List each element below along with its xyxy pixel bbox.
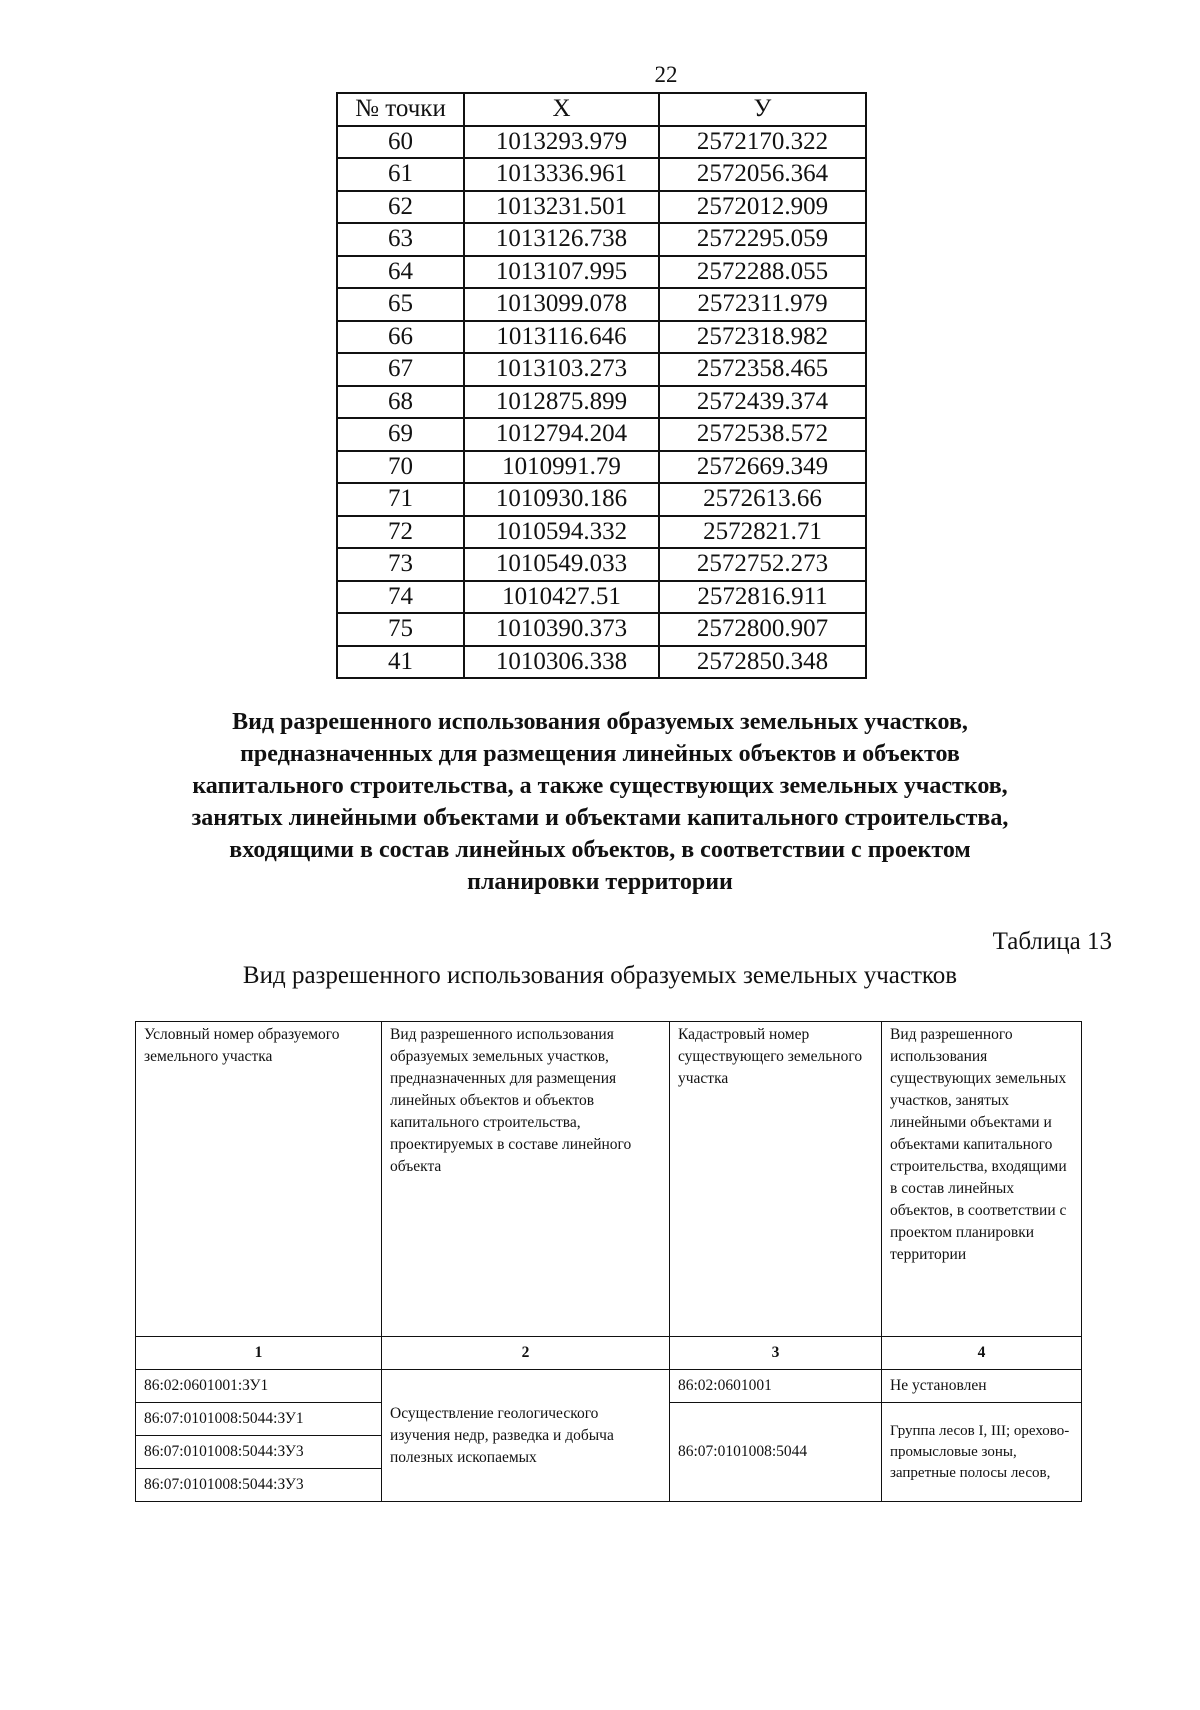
- header-x: X: [464, 93, 659, 126]
- table-row: [337, 158, 866, 191]
- land-table-header-row: [136, 1022, 1082, 1337]
- point-number-cell: 68: [337, 386, 464, 419]
- column-number: 2: [382, 1337, 670, 1370]
- y-coordinate-cell: 2572669.349: [659, 451, 866, 484]
- point-number-cell: 41: [337, 646, 464, 679]
- y-coordinate-cell: 2572288.055: [659, 256, 866, 289]
- point-number-cell: 60: [337, 126, 464, 159]
- column-number: 4: [882, 1337, 1082, 1370]
- table-row: [337, 353, 866, 386]
- x-coordinate-cell: 1010991.79: [464, 451, 659, 484]
- table-caption: Вид разрешенного использования образуемых земельных участков: [242, 962, 958, 989]
- table-number: Таблица 13: [992, 928, 1112, 955]
- table-row: [337, 581, 866, 614]
- y-coordinate-cell: 2572439.374: [659, 386, 866, 419]
- table-row: [337, 191, 866, 224]
- point-number-cell: 73: [337, 548, 464, 581]
- header-existing-use: Вид разрешенного использования существующих земельных участков, занятых линейными объектами и объектами капитального строительства, входящими в состав линейных объектов, в соответствии с проектом планировки территории: [882, 1022, 1082, 1337]
- y-coordinate-cell: 2572318.982: [659, 321, 866, 354]
- heading-line: входящими в состав линейных объектов, в соответствии с проектом: [229, 837, 971, 863]
- x-coordinate-cell: 1013103.273: [464, 353, 659, 386]
- x-coordinate-cell: 1010306.338: [464, 646, 659, 679]
- table-row: [337, 451, 866, 484]
- point-number-cell: 67: [337, 353, 464, 386]
- x-coordinate-cell: 1013116.646: [464, 321, 659, 354]
- table-row: [337, 223, 866, 256]
- heading-line: планировки территории: [467, 869, 733, 895]
- x-coordinate-cell: 1010549.033: [464, 548, 659, 581]
- plot-number: 86:02:0601001:ЗУ1: [136, 1370, 382, 1403]
- x-coordinate-cell: 1013336.961: [464, 158, 659, 191]
- cadastral-number: 86:07:0101008:5044: [670, 1403, 882, 1502]
- point-number-cell: 66: [337, 321, 464, 354]
- table-row: [337, 126, 866, 159]
- y-coordinate-cell: 2572012.909: [659, 191, 866, 224]
- point-number-cell: 71: [337, 483, 464, 516]
- x-coordinate-cell: 1012875.899: [464, 386, 659, 419]
- existing-use: Группа лесов I, III; орехово-промысловые зоны, запретные полосы лесов,: [882, 1403, 1082, 1502]
- x-coordinate-cell: 1010930.186: [464, 483, 659, 516]
- plot-number: 86:07:0101008:5044:ЗУ3: [136, 1469, 382, 1502]
- y-coordinate-cell: 2572850.348: [659, 646, 866, 679]
- land-table-number-row: [136, 1337, 1082, 1370]
- existing-use: Не установлен: [882, 1370, 1082, 1403]
- heading-line: Вид разрешенного использования образуемых земельных участков,: [232, 709, 968, 735]
- table-row: [337, 613, 866, 646]
- point-number-cell: 72: [337, 516, 464, 549]
- y-coordinate-cell: 2572816.911: [659, 581, 866, 614]
- y-coordinate-cell: 2572613.66: [659, 483, 866, 516]
- table-row: [337, 516, 866, 549]
- x-coordinate-cell: 1010427.51: [464, 581, 659, 614]
- y-coordinate-cell: 2572358.465: [659, 353, 866, 386]
- y-coordinate-cell: 2572056.364: [659, 158, 866, 191]
- y-coordinate-cell: 2572295.059: [659, 223, 866, 256]
- column-number: 3: [670, 1337, 882, 1370]
- heading-line: занятых линейными объектами и объектами капитального строительства,: [191, 805, 1009, 831]
- plot-number: 86:07:0101008:5044:ЗУ1: [136, 1403, 382, 1436]
- column-number: 1: [136, 1337, 382, 1370]
- x-coordinate-cell: 1013231.501: [464, 191, 659, 224]
- table-row: [337, 321, 866, 354]
- table-row: [337, 646, 866, 679]
- y-coordinate-cell: 2572821.71: [659, 516, 866, 549]
- point-number-cell: 61: [337, 158, 464, 191]
- point-number-cell: 69: [337, 418, 464, 451]
- point-number-cell: 62: [337, 191, 464, 224]
- point-number-cell: 65: [337, 288, 464, 321]
- point-number-cell: 63: [337, 223, 464, 256]
- permitted-use: Осуществление геологического изучения недр, разведка и добыча полезных ископаемых: [382, 1370, 670, 1502]
- table-row: [337, 483, 866, 516]
- header-y: У: [659, 93, 866, 126]
- header-permitted-use: Вид разрешенного использования образуемых земельных участков, предназначенных для размещения линейных объектов и объектов капитального строительства, проектируемых в составе линейного объекта: [382, 1022, 670, 1337]
- y-coordinate-cell: 2572800.907: [659, 613, 866, 646]
- plot-number: 86:07:0101008:5044:ЗУ3: [136, 1436, 382, 1469]
- table-row: [337, 256, 866, 289]
- heading-line: капитального строительства, а также существующих земельных участков,: [192, 773, 1008, 799]
- x-coordinate-cell: 1012794.204: [464, 418, 659, 451]
- point-number-cell: 74: [337, 581, 464, 614]
- x-coordinate-cell: 1013099.078: [464, 288, 659, 321]
- x-coordinate-cell: 1013107.995: [464, 256, 659, 289]
- point-number-cell: 75: [337, 613, 464, 646]
- land-use-table: [135, 1021, 1082, 1502]
- y-coordinate-cell: 2572311.979: [659, 288, 866, 321]
- cadastral-number: 86:02:0601001: [670, 1370, 882, 1403]
- coordinates-table: [336, 92, 867, 679]
- y-coordinate-cell: 2572752.273: [659, 548, 866, 581]
- table-row: [337, 548, 866, 581]
- y-coordinate-cell: 2572538.572: [659, 418, 866, 451]
- table-row: [337, 418, 866, 451]
- point-number-cell: 70: [337, 451, 464, 484]
- x-coordinate-cell: 1010390.373: [464, 613, 659, 646]
- coordinates-header-row: [337, 93, 866, 126]
- x-coordinate-cell: 1013126.738: [464, 223, 659, 256]
- header-point-number: № точки: [337, 93, 464, 126]
- page-number: 22: [654, 62, 678, 87]
- table-row: [337, 288, 866, 321]
- x-coordinate-cell: 1013293.979: [464, 126, 659, 159]
- heading-line: предназначенных для размещения линейных объектов и объектов: [240, 741, 960, 767]
- table-row: [337, 386, 866, 419]
- section-heading: [140, 706, 1060, 898]
- coordinates-body: [337, 126, 866, 679]
- point-number-cell: 64: [337, 256, 464, 289]
- header-cadastral-number: Кадастровый номер существующего земельного участка: [670, 1022, 882, 1337]
- table-row: [136, 1370, 1082, 1403]
- header-plot-number: Условный номер образуемого земельного участка: [136, 1022, 382, 1337]
- x-coordinate-cell: 1010594.332: [464, 516, 659, 549]
- y-coordinate-cell: 2572170.322: [659, 126, 866, 159]
